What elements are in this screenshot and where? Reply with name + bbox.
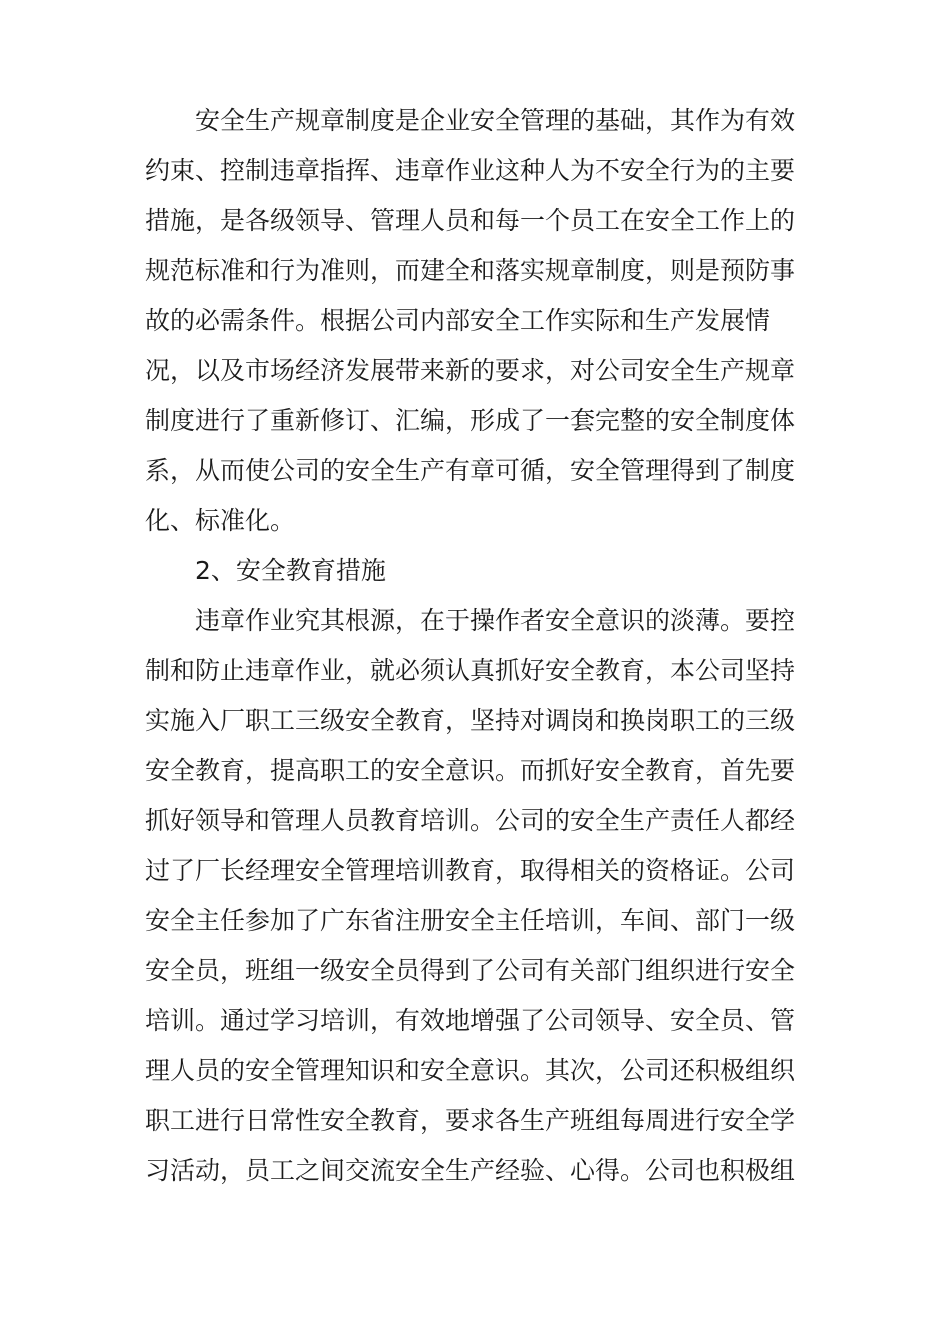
paragraph-1-line-4: 规范标准和行为准则，而建全和落实规章制度，则是预防事 <box>145 256 796 285</box>
paragraph-2-line-6: 过了厂长经理安全管理培训教育，取得相关的资格证。公司 <box>145 856 796 885</box>
paragraph-1-line-5: 故的必需条件。根据公司内部安全工作实际和生产发展情 <box>145 306 771 335</box>
paragraph-2-line-1: 违章作业究其根源，在于操作者安全意识的淡薄。要控 <box>195 606 796 635</box>
paragraph-1-line-6: 况，以及市场经济发展带来新的要求，对公司安全生产规章 <box>145 356 796 385</box>
paragraph-1-line-2: 约束、控制违章指挥、违章作业这种人为不安全行为的主要 <box>145 156 796 185</box>
section-heading: 2、安全教育措施 <box>195 556 386 585</box>
paragraph-2-line-4: 安全教育，提高职工的安全意识。而抓好安全教育，首先要 <box>145 756 796 785</box>
paragraph-1-line-8: 系，从而使公司的安全生产有章可循，安全管理得到了制度 <box>145 456 796 485</box>
paragraph-2-line-11: 职工进行日常性安全教育，要求各生产班组每周进行安全学 <box>145 1106 796 1135</box>
paragraph-1-line-1: 安全生产规章制度是企业安全管理的基础，其作为有效 <box>195 106 796 135</box>
paragraph-2-line-2: 制和防止违章作业，就必须认真抓好安全教育，本公司坚持 <box>145 656 796 685</box>
paragraph-2-line-5: 抓好领导和管理人员教育培训。公司的安全生产责任人都经 <box>145 806 796 835</box>
paragraph-1-line-7: 制度进行了重新修订、汇编，形成了一套完整的安全制度体 <box>145 406 796 435</box>
paragraph-1-line-9: 化、标准化。 <box>145 506 296 535</box>
paragraph-2-line-3: 实施入厂职工三级安全教育，坚持对调岗和换岗职工的三级 <box>145 706 796 735</box>
paragraph-2-line-12: 习活动，员工之间交流安全生产经验、心得。公司也积极组 <box>145 1156 796 1185</box>
paragraph-2-line-7: 安全主任参加了广东省注册安全主任培训，车间、部门一级 <box>145 906 796 935</box>
paragraph-2-line-9: 培训。通过学习培训，有效地增强了公司领导、安全员、管 <box>145 1006 796 1035</box>
paragraph-2-line-8: 安全员，班组一级安全员得到了公司有关部门组织进行安全 <box>145 956 796 985</box>
document-body <box>145 96 810 1196</box>
paragraph-1-line-3: 措施，是各级领导、管理人员和每一个员工在安全工作上的 <box>145 206 796 235</box>
paragraph-2-line-10: 理人员的安全管理知识和安全意识。其次，公司还积极组织 <box>145 1056 796 1085</box>
